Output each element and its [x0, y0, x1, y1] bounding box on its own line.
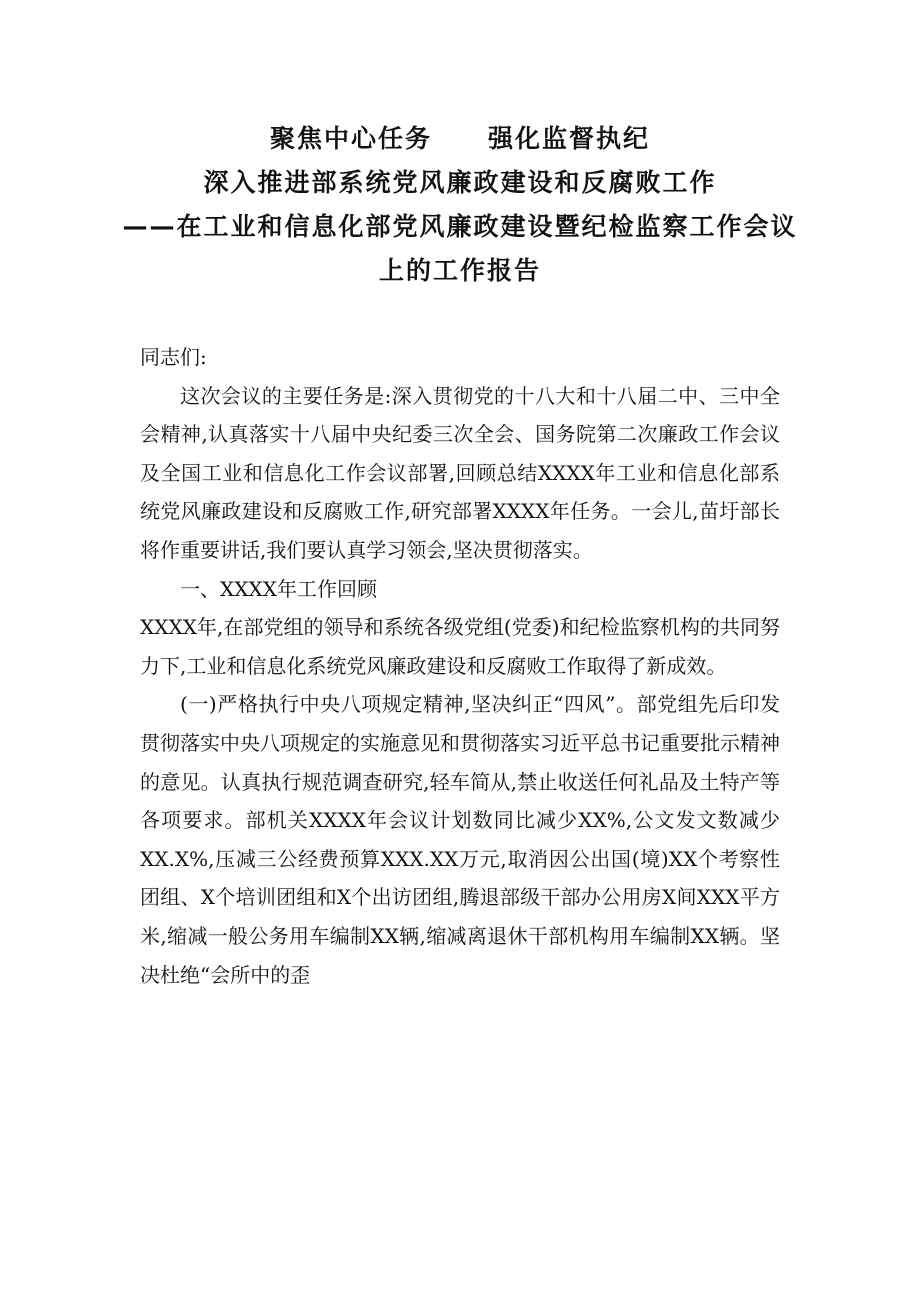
paragraph-section-1: (一)严格执行中央八项规定精神,坚决纠正“四风”。部党组先后印发贯彻落实中央八项规定的实施意见和贯彻落实习近平总书记重要批示精神的意见。认真执行规范调查研究,轻车简从,禁止收送任何礼品及土特产等各项要求。部机关XXXX年会议计划数同比减少XX%,公文发文数减少XX.X%,压减三公经费预算XXX.XX万元,取消因公出国(境)XX个考察性团组、X个培训团组和X个出访团组,腾退部级干部办公用房X间XXX平方米,缩减一般公务用车编制XX辆,缩减离退休干部机构用车编制XX辆。坚决杜绝“会所中的歪	[140, 692, 780, 987]
paragraph-intro: 这次会议的主要任务是:深入贯彻党的十八大和十八届二中、三中全会精神,认真落实十八届中央纪委三次全会、国务院第二次廉政工作会议及全国工业和信息化工作会议部署,回顾总结XXXX年工业和信息化部系统党风廉政建设和反腐败工作,研究部署XXXX年任务。一会儿,苗圩部长将作重要讲话,我们要认真学习领会,坚决贯彻落实。	[140, 383, 780, 562]
paragraph-overview: XXXX年,在部党组的领导和系统各级党组(党委)和纪检监察机构的共同努力下,工业和信息化系统党风廉政建设和反腐败工作取得了新成效。	[140, 615, 780, 678]
document-title	[0, 117, 920, 293]
title-line-4: 上的工作报告	[378, 256, 541, 285]
title-line-1	[0, 117, 920, 161]
document-body	[140, 338, 780, 994]
title-line-3: ——在工业和信息化部党风廉政建设暨纪检监察工作会议	[122, 212, 798, 241]
title-line-2: 深入推进部系统党风廉政建设和反腐败工作	[203, 168, 717, 197]
section-heading-review: 一、XXXX年工作回顾	[180, 576, 377, 601]
greeting: 同志们:	[140, 345, 207, 369]
title-line-1-part-2: 强化监督执纪	[488, 124, 651, 153]
title-line-1-part-1: 聚焦中心任务	[269, 124, 432, 153]
